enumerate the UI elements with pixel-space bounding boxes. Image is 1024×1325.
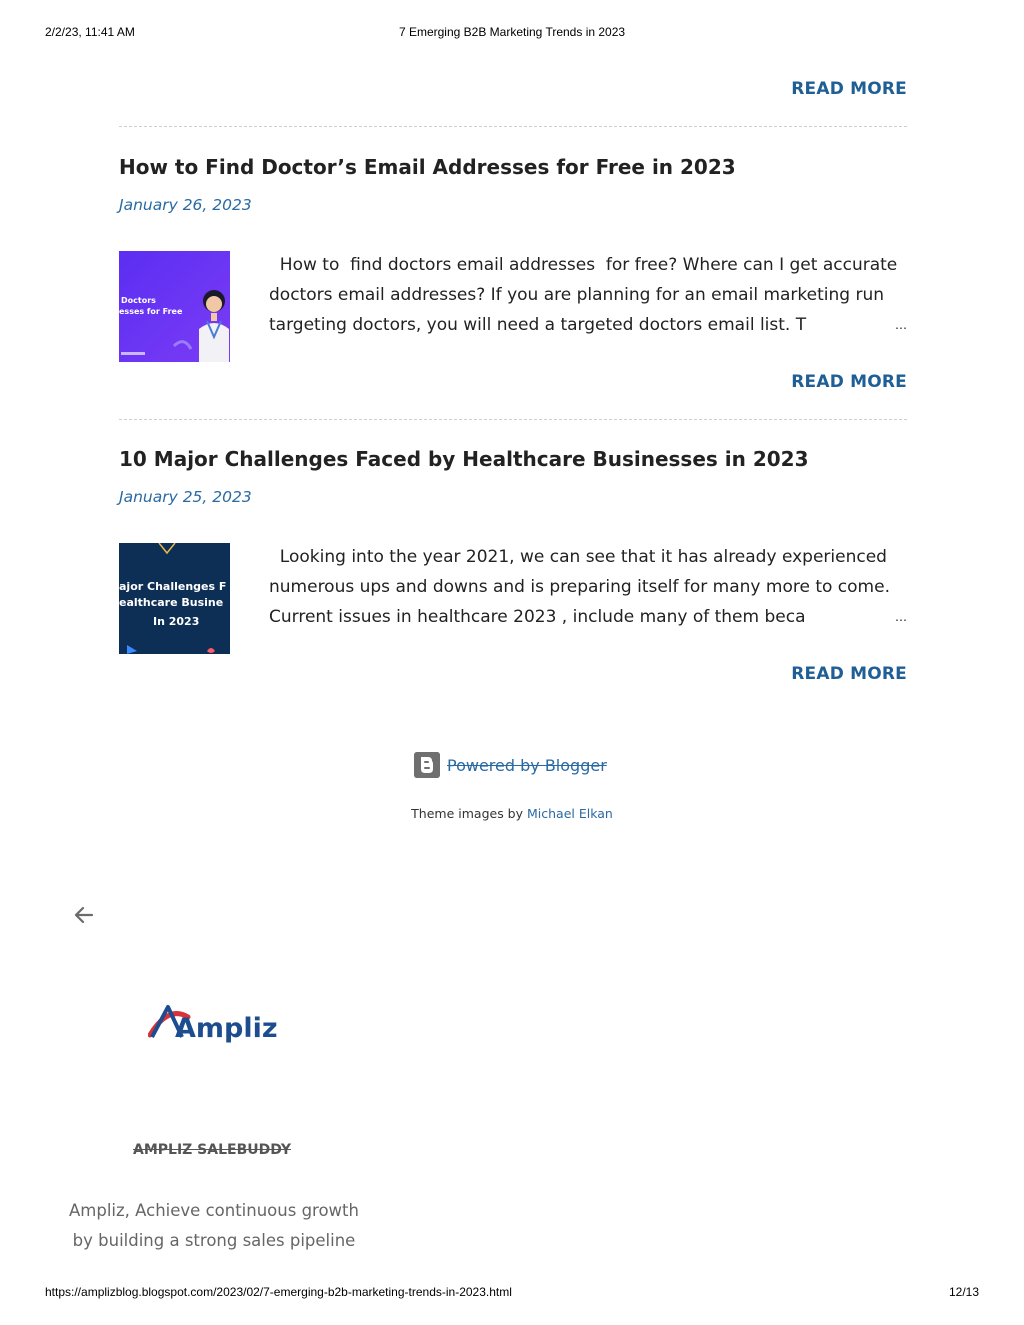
- theme-credit-prefix: Theme images by: [411, 806, 524, 821]
- read-more-link[interactable]: READ MORE: [791, 372, 907, 392]
- print-datetime: 2/2/23, 11:41 AM: [45, 25, 135, 39]
- powered-by-blogger-link[interactable]: [414, 752, 607, 778]
- print-header: [45, 25, 979, 41]
- profile-name-link[interactable]: AMPLIZ SALEBUDDY: [133, 1142, 291, 1158]
- ampliz-logo: [148, 1001, 282, 1051]
- post-divider: [119, 126, 907, 127]
- snippet-ellipsis: …: [895, 610, 907, 624]
- print-doc-title: 7 Emerging B2B Marketing Trends in 2023: [398, 25, 626, 39]
- snippet-line: doctors email addresses? If you are planning for an email marketing run: [269, 285, 885, 305]
- snippet-line: numerous ups and downs and is preparing itself for many more to come.: [269, 577, 890, 597]
- snippet-line: Current issues in healthcare 2023 , include many of them beca: [269, 607, 806, 627]
- healthcare-thumbnail-image: [119, 543, 230, 654]
- thumbnail-text: ealthcare Busine: [119, 596, 224, 609]
- theme-credit: [0, 806, 1024, 821]
- read-more-link[interactable]: READ MORE: [791, 79, 907, 99]
- theme-author-link[interactable]: Michael Elkan: [527, 806, 613, 821]
- snippet-line: How to find doctors email addresses for free? Where can I get accurate: [269, 255, 898, 275]
- print-footer: [45, 1285, 979, 1301]
- post-divider: [119, 419, 907, 420]
- thumbnail-text: In 2023: [153, 615, 200, 628]
- post-date[interactable]: January 25, 2023: [119, 488, 252, 506]
- post-snippet: [269, 250, 909, 340]
- post-snippet: [269, 542, 909, 632]
- thumbnail-text: ajor Challenges F: [119, 580, 227, 593]
- doctor-thumbnail-image: [119, 251, 230, 362]
- thumbnail-text: esses for Free: [119, 307, 183, 316]
- blogger-icon: [414, 752, 440, 778]
- profile-description-line: Ampliz, Achieve continuous growth: [69, 1201, 359, 1220]
- print-page-number: 12/13: [948, 1285, 979, 1299]
- post-thumbnail[interactable]: [119, 251, 230, 362]
- post-date[interactable]: January 26, 2023: [119, 196, 252, 214]
- profile-description-line: by building a strong sales pipeline: [72, 1231, 356, 1250]
- snippet-ellipsis: …: [895, 318, 907, 332]
- print-url: https://amplizblog.blogspot.com/2023/02/7-emerging-b2b-marketing-trends-in-2023.html: [45, 1285, 512, 1299]
- profile-description: [64, 1196, 364, 1256]
- back-arrow-icon[interactable]: [72, 903, 96, 927]
- post-title[interactable]: How to Find Doctor’s Email Addresses for Free in 2023: [119, 155, 736, 179]
- logo-wordmark: Ampliz: [175, 1013, 278, 1044]
- powered-by-label: Powered by Blogger: [447, 755, 607, 775]
- snippet-line: Looking into the year 2021, we can see that it has already experienced: [269, 547, 887, 567]
- post-title[interactable]: 10 Major Challenges Faced by Healthcare Businesses in 2023: [119, 447, 809, 471]
- read-more-link[interactable]: READ MORE: [791, 664, 907, 684]
- post-thumbnail[interactable]: [119, 543, 230, 654]
- snippet-line: targeting doctors, you will need a targeted doctors email list. T: [269, 315, 807, 335]
- thumbnail-text: Doctors: [121, 296, 156, 305]
